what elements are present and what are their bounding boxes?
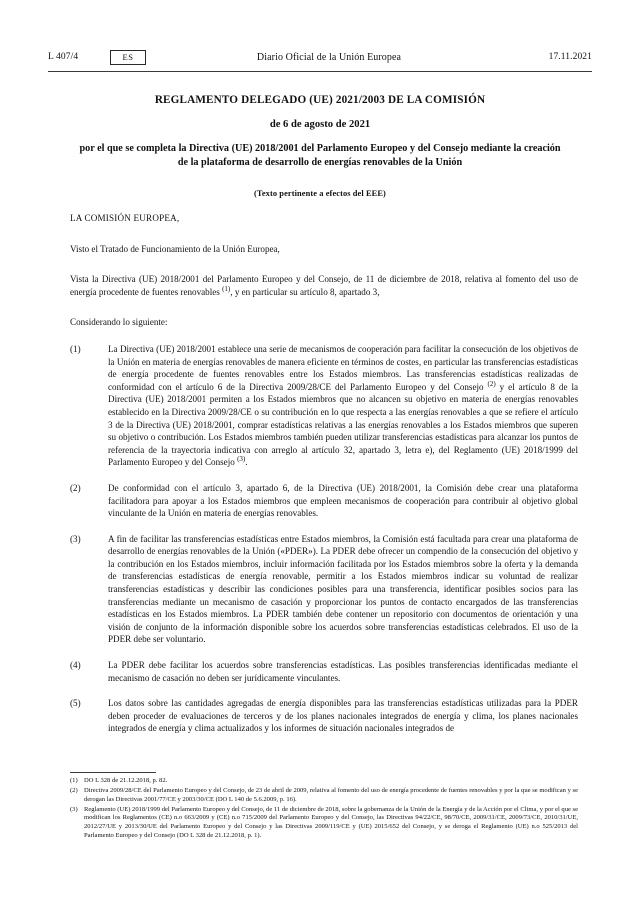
- header-divider: [48, 71, 592, 72]
- recital-item: [70, 697, 578, 735]
- journal-title: Diario Oficial de la Unión Europea: [256, 51, 402, 63]
- regulation-title: REGLAMENTO DELEGADO (UE) 2021/2003 DE LA COMISIÓN: [154, 94, 486, 106]
- recital-number: (5): [70, 698, 81, 709]
- recital-text: La Directiva (UE) 2018/2001 establece una serie de mecanismos de cooperación para facilitar la consecución de los objetivos de la Unión en materia de energías renovables de manera eficiente en términos de costes, en particular las transferencias estadísticas de energía procedente de fuentes renovables entre los Estados miembros. Las transferencias estadísticas realizadas de conformidad con el artículo 6 de la Directiva 2009/28/CE del Parlamento Europeo y del Consejo $^{(2)}$ y el artículo 8 de la Directiva (UE) 2018/2001 permiten a los Estados miembros que no alcancen su objetivo en materia de energías renovables establecido en la Directiva 2009/28/CE o su contribución en lo que respecta a las energías renovables a que se refiere el artículo 3 de la Directiva (UE) 2018/2001, comprar estadísticas relativas a las energías renovables a los Estados miembros que superen su objetivo o contribución. Los Estados miembros también pueden utilizar transferencias estadísticas para alcanzar los puntos de referencia de la trayectoria indicativa con arreglo al artículo 32, apartado 3, letra e), del Reglamento (UE) 2018/1999 del Parlamento Europeo y del Consejo $^{(3)}$.: [108, 343, 579, 468]
- regulation-subtitle: por el que se completa la Directiva (UE) 2018/2001 del Parlamento Europeo y del Consejo mediante la creación de la plataforma de desarrollo de energías renovables de la Unión: [79, 143, 561, 168]
- recital-text: Los datos sobre las cantidades agregadas de energía disponibles para las transferencias estadísticas utilizadas para la PDER deben proceder de evaluaciones de terceros y de los planes nacionales integrados de energía y clima, los planes nacionales integrados de energía y clima actualizados y los informes de situación nacionales integrados de: [108, 698, 578, 734]
- footnote-marker: (1): [70, 777, 78, 784]
- recital-text: De conformidad con el artículo 3, apartado 6, de la Directiva (UE) 2018/2001, la Comisión debe crear una plataforma facilitadora para apoyar a los Estados miembros que empleen mecanismos de cooperación para contribuir al objetivo global vinculante de la Unión en materia de energías renovables.: [108, 482, 578, 519]
- title-block: [70, 93, 570, 198]
- issuing-authority: LA COMISIÓN EUROPEA,: [70, 213, 180, 223]
- page-header: [48, 46, 592, 68]
- footnote-item: [70, 806, 578, 840]
- recital-number: (2): [70, 482, 81, 493]
- recital-text: A fin de facilitar las transferencias estadísticas entre Estados miembros, la Comisión está facultada para crear una plataforma de desarrollo de energías renovables de la Unión («PDER»). La PDER debe ofrecer un compendio de la consecución del objetivo y la contribución en los Estados miembros, incluir información facilitada por los Estados miembros sobre la oferta y la demanda de transferencias estadísticas de energía renovable, permitir a los Estados miembros indicar su voluntad de realizar transferencias estadísticas y describir las condiciones posibles para una transferencia, identificar posibles socios para las transferencias mediante un mecanismo de casación y proporcionar los puntos de contacto encargados de las transferencias estadísticas en los Estados miembros. La PDER también debe contener un repositorio con documentos de orientación y una visión de conjunto de la información disponible sobre los acuerdos sobre transferencias estadísticas celebrados. El uso de la PDER debe ser voluntario.: [108, 533, 578, 645]
- document-body: [70, 212, 578, 748]
- footnote-marker: (3): [70, 805, 78, 813]
- considerando-intro: Considerando lo siguiente:: [70, 317, 168, 328]
- recital-number: (1): [70, 343, 81, 354]
- footnote-item: [70, 787, 578, 804]
- visto-treaty: Visto el Tratado de Funcionamiento de la Unión Europea,: [70, 243, 280, 254]
- footnote-divider: [70, 772, 156, 773]
- regulation-date: de 6 de agosto de 2021: [269, 119, 371, 130]
- visto-directive: Vista la Directiva (UE) 2018/2001 del Parlamento Europeo y del Consejo, de 11 de diciembre de 2018, relativa al fomento del uso de energía procedente de fuentes renovables $^{(1)}$, y en particular su artículo 8, apartado 3,: [70, 274, 578, 297]
- recital-item: [70, 533, 578, 646]
- footnote-marker: (2): [70, 787, 78, 795]
- footnote-text: Reglamento (UE) 2018/1999 del Parlamento Europeo y del Consejo, de 11 de diciembre de 2018, sobre la gobernanza de la Unión de la Energía y de la Acción por el Clima, y por el que se modifican los Reglamentos (CE) n.o 663/2009 y (CE) n.o 715/2009 del Parlamento Europeo y del Consejo, las Directivas 94/22/CE, 98/70/CE, 2009/31/CE, 2009/73/CE, 2010/31/UE, 2012/27/UE y 2013/30/UE del Parlamento Europeo y del Consejo y las Directivas 2009/119/CE y (UE) 2015/652 del Consejo, y se deroga el Reglamento (UE) n.o 525/2013 del Parlamento Europeo y del Consejo (DO L 328 de 21.12.2018, p. 1).: [84, 805, 578, 839]
- recital-number: (3): [70, 533, 81, 544]
- recital-item: [70, 343, 578, 469]
- footnote-item: [70, 777, 578, 786]
- recital-text: La PDER debe facilitar los acuerdos sobre transferencias estadísticas. Las posibles transferencias identificadas mediante el mecanismo de casación no deben ser jurídicamente vinculantes.: [108, 660, 578, 683]
- header-reference: L 407/4: [48, 52, 79, 62]
- footnote-text: DO L 328 de 21.12.2018, p. 82.: [84, 777, 168, 784]
- header-date: 17.11.2021: [548, 52, 592, 62]
- recital-item: [70, 482, 578, 520]
- footnotes-section: [70, 777, 578, 842]
- recital-item: [70, 659, 578, 684]
- language-code-box: ES: [110, 50, 146, 65]
- recital-number: (4): [70, 660, 81, 671]
- footnote-text: Directiva 2009/28/CE del Parlamento Europeo y del Consejo, de 23 de abril de 2009, relativa al fomento del uso de energía procedente de fuentes renovables y por la que se modifican y se derogan las Directivas 2001/77/CE y 2003/30/CE (DO L 140 de 5.6.2009, p. 16).: [84, 787, 578, 803]
- eea-relevance-note: (Texto pertinente a efectos del EEE): [254, 189, 386, 198]
